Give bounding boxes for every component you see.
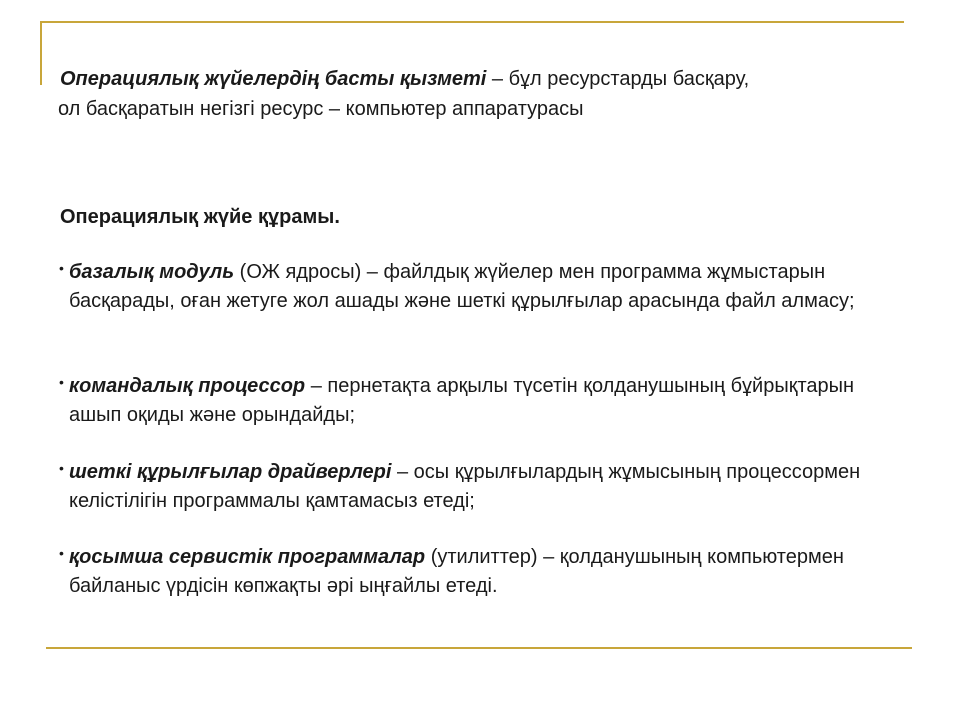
item-text: (утилиттер) – қолданушының компьютермен байланыс үрдісін көпжақты әрі ыңғайлы етеді. (69, 546, 844, 597)
left-rule (40, 21, 42, 85)
list-item (60, 543, 910, 601)
list-item (60, 258, 910, 316)
item-term: базалық модуль (69, 261, 235, 283)
bullet-icon: • (59, 374, 64, 390)
bottom-rule (46, 647, 912, 649)
list-item (60, 458, 910, 516)
bullet-icon: • (59, 460, 64, 476)
item-term: шеткі құрылғылар драйверлері (69, 461, 392, 483)
item-text: (ОЖ ядросы) – файлдық жүйелер мен программа жұмыстарын басқарады, оған жетуге жол ашады және шеткі құрылғылар арасында файл алмасу; (69, 261, 855, 312)
item-term: қосымша сервистік программалар (69, 546, 426, 568)
bullet-icon: • (59, 545, 64, 561)
item-text: – пернетақта арқылы түсетін қолданушының бұйрықтарын ашып оқиды және орындайды; (69, 375, 855, 426)
list-item (60, 372, 910, 430)
item-term: командалық процессор (69, 375, 306, 397)
bullet-icon: • (59, 260, 64, 276)
slide-content (58, 64, 910, 597)
item-text: – осы құрылғылардың жұмысының процессормен келістілігін программалы қамтамасыз етеді; (69, 461, 861, 512)
section-heading: Операциялық жүйе құрамы. (60, 206, 340, 228)
intro-paragraph (60, 64, 910, 124)
intro-rest: – бұл ресурстарды басқару, (486, 68, 750, 90)
intro-term: Операциялық жүйелердің басты қызметі (60, 68, 487, 90)
top-rule (40, 21, 904, 23)
intro-line2: ол басқаратын негізгі ресурс – компьютер аппаратурасы (58, 98, 584, 120)
